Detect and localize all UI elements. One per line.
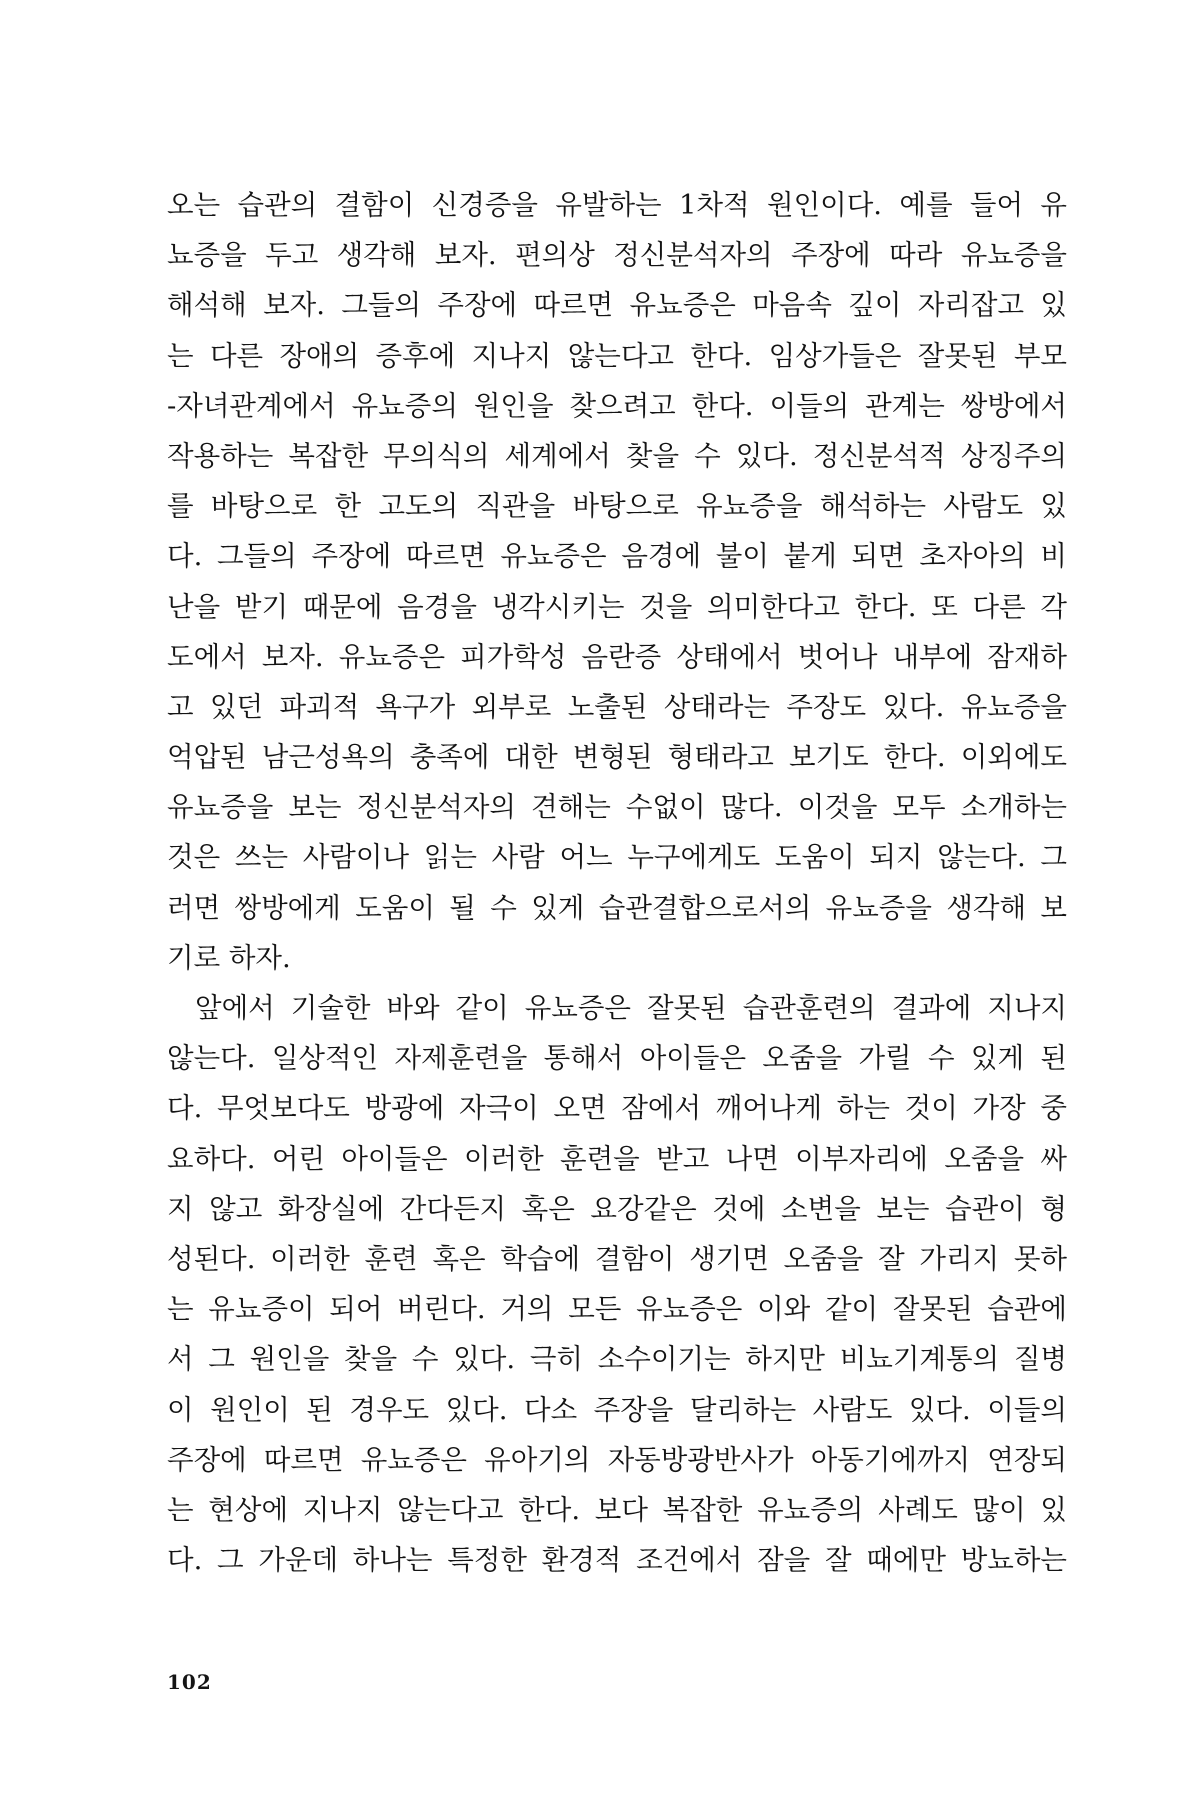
text-line: 는 현상에 지나지 않는다고 한다. 보다 복잡한 유뇨증의 사례도 많이 있 [167,1493,1067,1526]
text-line: 다. 그들의 주장에 따르면 유뇨증은 음경에 불이 붙게 되면 초자아의 비 [167,540,1067,573]
text-line: 것은 쓰는 사람이나 읽는 사람 어느 누구에게도 도움이 되지 않는다. 그 [167,841,1067,874]
text-line: 오는 습관의 결함이 신경증을 유발하는 1차적 원인이다. 예를 들어 유 [167,189,1067,221]
text-line: 억압된 남근성욕의 충족에 대한 변형된 형태라고 보기도 한다. 이외에도 [167,741,1067,774]
text-line: 난을 받기 때문에 음경을 냉각시키는 것을 의미한다고 한다. 또 다른 각 [167,590,1067,623]
text-line: 성된다. 이러한 훈련 혹은 학습에 결함이 생기면 오줌을 잘 가리지 못하 [167,1242,1067,1275]
body-text [167,180,1067,1585]
text-line: 해석해 보자. 그들의 주장에 따르면 유뇨증은 마음속 깊이 자리잡고 있 [167,289,1067,322]
text-line: 앞에서 기술한 바와 같이 유뇨증은 잘못된 습관훈련의 결과에 지나지 [195,992,1067,1024]
text-line: 않는다. 일상적인 자제훈련을 통해서 아이들은 오줌을 가릴 수 있게 된 [167,1042,1067,1075]
text-line: 고 있던 파괴적 욕구가 외부로 노출된 상태라는 주장도 있다. 유뇨증을 [167,690,1067,723]
text-line: 뇨증을 두고 생각해 보자. 편의상 정신분석자의 주장에 따라 유뇨증을 [167,239,1067,272]
paragraph-2 [167,983,1067,1585]
text-line: 요하다. 어린 아이들은 이러한 훈련을 받고 나면 이부자리에 오줌을 싸 [167,1142,1067,1175]
text-line: 를 바탕으로 한 고도의 직관을 바탕으로 유뇨증을 해석하는 사람도 있 [167,490,1067,523]
text-line: 유뇨증을 보는 정신분석자의 견해는 수없이 많다. 이것을 모두 소개하는 [167,791,1067,824]
text-line: 이 원인이 된 경우도 있다. 다소 주장을 달리하는 사람도 있다. 이들의 [167,1393,1067,1426]
text-line: 주장에 따르면 유뇨증은 유아기의 자동방광반사가 아동기에까지 연장되 [167,1443,1067,1476]
text-line: 도에서 보자. 유뇨증은 피가학성 음란증 상태에서 벗어나 내부에 잠재하 [167,640,1067,673]
paragraph-1 [167,180,1067,983]
text-line: 는 다른 장애의 증후에 지나지 않는다고 한다. 임상가들은 잘못된 부모 [167,339,1067,372]
text-line: 는 유뇨증이 되어 버린다. 거의 모든 유뇨증은 이와 같이 잘못된 습관에 [167,1293,1067,1326]
text-line: -자녀관계에서 유뇨증의 원인을 찾으려고 한다. 이들의 관계는 쌍방에서 [167,389,1067,422]
text-line: 지 않고 화장실에 간다든지 혹은 요강같은 것에 소변을 보는 습관이 형 [167,1192,1067,1225]
text-line: 서 그 원인을 찾을 수 있다. 극히 소수이기는 하지만 비뇨기계통의 질병 [167,1343,1067,1376]
text-line: 러면 쌍방에게 도움이 될 수 있게 습관결합으로서의 유뇨증을 생각해 보 [167,891,1067,924]
text-line: 기로 하자. [167,941,291,974]
page-number: 102 [167,1670,212,1694]
text-line: 다. 그 가운데 하나는 특정한 환경적 조건에서 잠을 잘 때에만 방뇨하는 [167,1544,1067,1577]
text-line: 다. 무엇보다도 방광에 자극이 오면 잠에서 깨어나게 하는 것이 가장 중 [167,1092,1067,1125]
text-line: 작용하는 복잡한 무의식의 세계에서 찾을 수 있다. 정신분석적 상징주의 [167,439,1067,472]
